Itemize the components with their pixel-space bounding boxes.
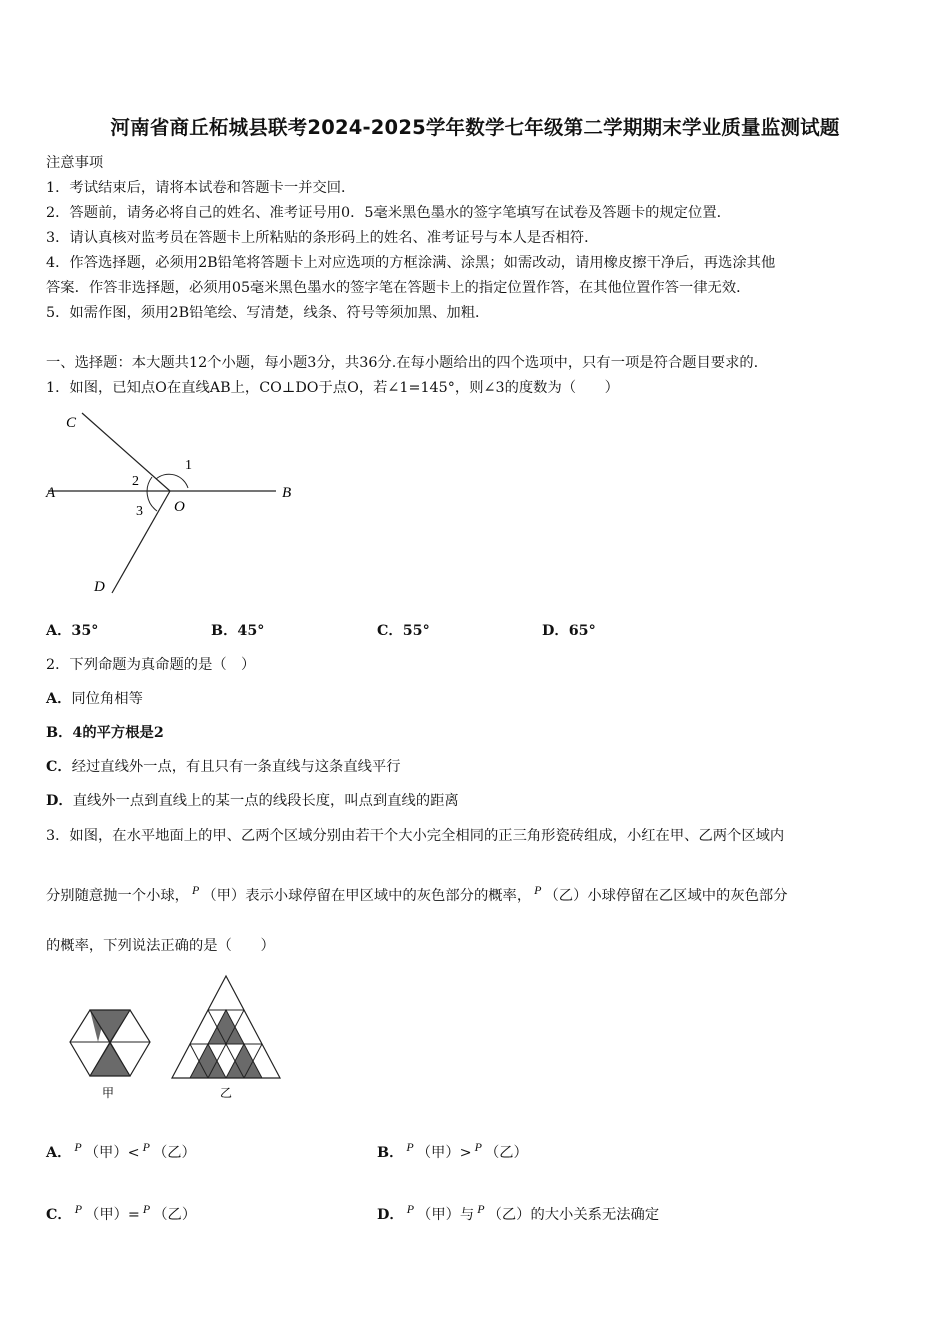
- label-d: D: [94, 579, 105, 595]
- label-angle-2: 2: [132, 474, 139, 489]
- label-c: C: [66, 415, 77, 431]
- question-3-stem: 3．如图，在水平地面上的甲、乙两个区域分别由若干个大小完全相同的正三角形瓷砖组成，小红在甲、乙两个区域内: [46, 828, 785, 844]
- option-d: D．65°: [542, 623, 596, 639]
- angle-figure: [40, 405, 310, 600]
- option-c: C．55°: [377, 623, 430, 639]
- region-yi: [172, 976, 280, 1078]
- label-jia: 甲: [102, 1086, 115, 1100]
- option-c: C． $^P$ （甲）= $^P$ （乙）: [46, 1202, 197, 1223]
- option-b: B． $^P$ （甲）> $^P$ （乙）: [377, 1140, 528, 1161]
- option-c: C．经过直线外一点，有且只有一条直线与这条直线平行: [46, 759, 401, 775]
- label-yi: 乙: [220, 1086, 233, 1100]
- region-jia: [70, 1010, 150, 1076]
- option-a: A．同位角相等: [46, 691, 143, 707]
- option-a: A． $^P$ （甲）< $^P$ （乙）: [46, 1140, 196, 1161]
- notice-item: 4．作答选择题，必须用2B铅笔将答题卡上对应选项的方框涂满、涂黑；如需改动，请用橡皮擦干净后，再选涂其他: [46, 255, 776, 271]
- label-b: B: [282, 485, 292, 501]
- tile-figure: [60, 970, 290, 1105]
- question-3-stem-line2: 分别随意抛一个小球， $^P$ （甲）表示小球停留在甲区域中的灰色部分的概率， $^P$ （乙）小球停留在乙区域中的灰色部分: [46, 883, 788, 904]
- option-b: B．4的平方根是2: [46, 725, 164, 741]
- ray-oc: [82, 413, 170, 491]
- label-angle-3: 3: [136, 504, 143, 519]
- notice-item: 5．如需作图，须用2B铅笔绘、写清楚，线条、符号等须加黑、加粗．: [46, 305, 490, 321]
- question-3-stem-line3: 的概率，下列说法正确的是（ ）: [46, 938, 275, 954]
- label-o: O: [174, 499, 185, 515]
- option-d: D． $^P$ （甲）与 $^P$ （乙）的大小关系无法确定: [377, 1202, 660, 1223]
- section-heading: 一、选择题：本大题共12个小题，每小题3分，共36分.在每小题给出的四个选项中，只有一项是符合题目要求的.: [46, 355, 759, 371]
- label-a: A: [46, 485, 56, 501]
- page-title: 河南省商丘柘城县联考2024-2025学年数学七年级第二学期期末学业质量监测试题: [110, 116, 840, 139]
- option-d: D．直线外一点到直线上的某一点的线段长度，叫点到直线的距离: [46, 793, 459, 809]
- question-1-stem: 1．如图，已知点O在直线AB上，CO⊥DO于点O，若∠1=145°，则∠3的度数为（ ）: [46, 380, 619, 396]
- label-angle-1: 1: [185, 458, 192, 473]
- option-a: A．35°: [46, 623, 99, 639]
- question-2-stem: 2．下列命题为真命题的是（ ）: [46, 657, 256, 673]
- notice-heading: 注意事项: [46, 155, 104, 171]
- notice-item: 2．答题前，请务必将自己的姓名、准考证号用0．5毫米黑色墨水的签字笔填写在试卷及答题卡的规定位置．: [46, 205, 731, 221]
- option-b: B．45°: [211, 623, 265, 639]
- notice-item: 答案．作答非选择题，必须用05毫米黑色墨水的签字笔在答题卡上的指定位置作答，在其他位置作答一律无效．: [46, 280, 751, 296]
- notice-item: 1．考试结束后，请将本试卷和答题卡一并交回．: [46, 180, 356, 196]
- notice-item: 3．请认真核对监考员在答题卡上所粘贴的条形码上的姓名、准考证号与本人是否相符．: [46, 230, 599, 246]
